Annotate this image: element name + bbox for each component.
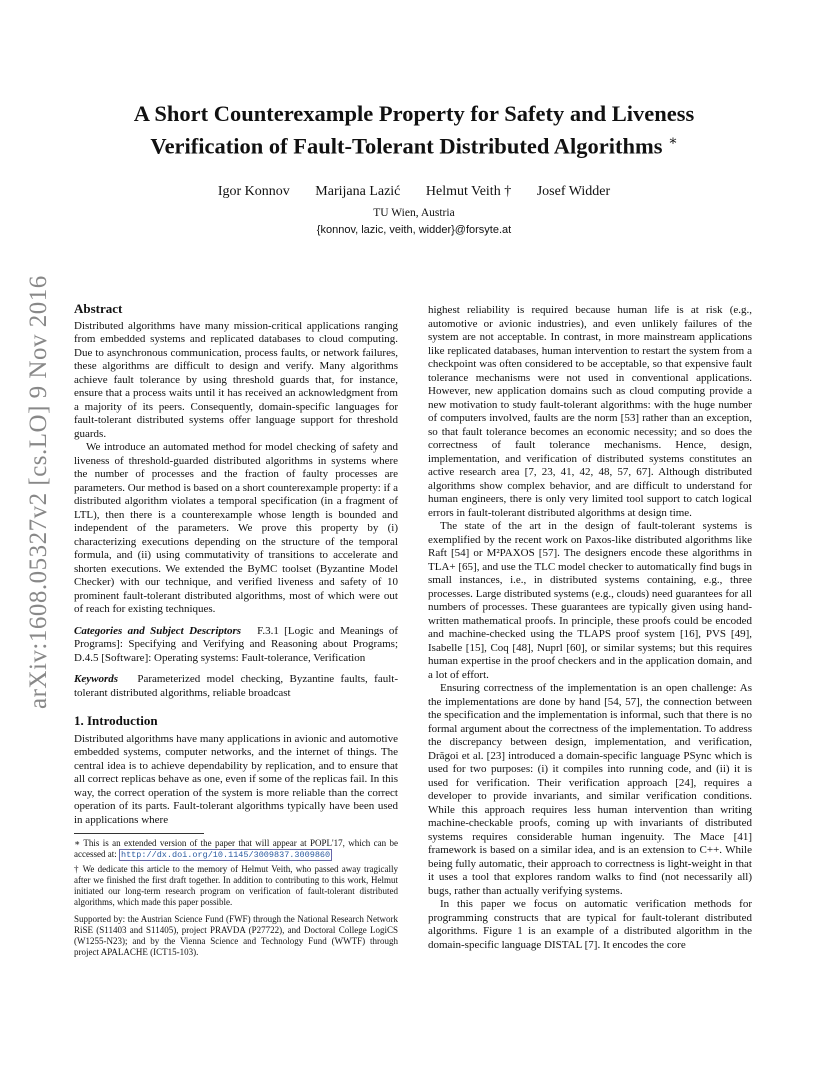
footnote-rule (74, 833, 204, 834)
email: {konnov, lazic, veith, widder}@forsyte.at (316, 224, 512, 236)
title-line-2: Verification of Fault-Tolerant Distributed Algorithms (150, 133, 663, 159)
author: Marijana Lazić (315, 184, 401, 199)
keywords-text: Parameterized model checking, Byzantine faults, fault-tolerant distributed algorithms, reliable broadcast (74, 673, 398, 699)
doi-link[interactable]: http://dx.doi.org/10.1145/3009837.3009860 (120, 850, 331, 860)
title-footnote-mark: ∗ (668, 134, 678, 149)
intro-paragraph: Ensuring correctness of the implementation is an open challenge: As the implementations are done by hand [54, 57], the connection between the specification and the implementation is informal, such that there is no formal argument about the correctness of the implementation. To address the discrepancy between design, implementation, and verification, Drăgoi et al. [23] introduced a domain-specific language PSync which is used for two purposes: (i) it compiles into running code, and (ii) it is used for verification. Their verification approach [24], requires a developer to provide invariants, and similar verification conditions. While this approach requires less human intervention than writing machine-checkable proofs, coming up with invariants of distributed systems requires considerable human ingenuity. The Mace [41] framework is based on a similar idea, and is an extension to C++. While being fully automatic, their approach to correctness is light-weight in that it uses a tool that explores random walks to find (not necessarily all) bugs, rather than actually verifying systems. (428, 682, 752, 897)
keywords (74, 673, 398, 700)
footnote-1: ∗ This is an extended version of the paper that will appear at POPL'17, which can be accessed at: http://dx.doi.org/10.1145/3009837.3009860 (74, 838, 398, 860)
intro-paragraph: In this paper we focus on automatic verification methods for programming constructs that are typical for fault-tolerant distributed algorithms. Figure 1 is an example of a distributed algorithm in the domain-specific language DISTAL [7]. It encodes the core (428, 898, 752, 951)
author: Josef Widder (536, 184, 611, 199)
right-column (428, 304, 752, 952)
section-heading-introduction: 1. Introduction (74, 713, 158, 728)
abstract-paragraph: We introduce an automated method for model checking of safety and liveness of threshold-guarded distributed algorithms in systems where the number of processes and the fraction of faulty processes are parameters. Our method is based on a short counterexample property: if a distributed algorithm violates a temporal specification (in a fragment of LTL), then there is a counterexample whose length is bounded and independent of the parameters. We prove this property by (i) characterizing executions depending on the structure of the temporal formula, and (ii) using commutativity of transitions to accelerate and shorten executions. We extended the ByMC toolset (Byzantine Model Checker) with our technique, and verified liveness and safety of 10 prominent fault-tolerant distributed algorithms, most of which were out of reach for existing techniques. (74, 441, 398, 615)
categories-text: F.3.1 [Logic and Meanings of Programs]: Specifying and Verifying and Reasoning about Programs; D.4.5 [Software]: Operating systems: Fault-tolerance, Verification (74, 624, 398, 664)
left-column (74, 302, 398, 958)
author-list (80, 184, 748, 200)
footnote-2: † We dedicate this article to the memory of Helmut Veith, who passed away tragically after we finished the first draft together. In addition to contributing to this work, Helmut initiated our long-term research program on verification of fault-tolerant distributed algorithms, which made this paper possible. (74, 864, 398, 907)
affiliation: TU Wien, Austria (373, 207, 455, 219)
keywords-label: Keywords (74, 673, 118, 685)
abstract-paragraph: Distributed algorithms have many mission-critical applications ranging from embedded systems and replicated databases to cloud computing. Due to asynchronous communication, process faults, or network failures, these algorithms are difficult to design and verify. Many algorithms achieve fault tolerance by using threshold guards that, for instance, ensure that a process waits until it has received an acknowledgment from a majority of its peers. Consequently, domain-specific languages for fault-tolerant distributed systems offer language support for threshold guards. (74, 319, 398, 440)
arxiv-identifier: arXiv:1608.05327v2 [cs.LO] 9 Nov 2016 (25, 275, 52, 709)
abstract-heading: Abstract (74, 301, 123, 316)
intro-paragraph: highest reliability is required because human life is at risk (e.g., automotive or avionic industries), and even unlikely failures of the system are not acceptable. In contrast, in more mainstream applications like replicated databases, human intervention to restart the system from a checkpoint was often considered to be acceptable, so that expensive fault tolerance mechanisms were not used in conventional applications. However, new application domains such as cloud computing provide a new motivation to study fault-tolerant algorithms: with the huge number of computers involved, faults are the norm [53] rather than an exception, so that fault tolerance becomes an economic necessity; and so does the correctness of fault tolerance mechanisms. Hence, design, implementation, and verification of distributed systems constitutes an active research area [7, 23, 41, 42, 48, 57, 67]. Although distributed algorithms show complex behavior, and are difficult to understand for human engineers, there is only very limited tool support to catch logical errors in fault-tolerant distributed algorithms at design time. (428, 304, 752, 519)
paper-title (80, 100, 748, 161)
funding-note: Supported by: the Austrian Science Fund (FWF) through the National Research Network RiSE (S11403 and S11405), project PRAVDA (P27722), and Doctoral College LogiCS (W1255-N23); and by the Vienna Science and Technology Fund (WWTF) through project APALACHE (ICT15-103). (74, 914, 398, 957)
categories-label: Categories and Subject Descriptors (74, 624, 242, 637)
intro-paragraph: The state of the art in the design of fault-tolerant systems is exemplified by the recent work on Paxos-like distributed algorithms like Raft [54] or M²PAXOS [57]. The designers encode these algorithms in TLA+ [65], and use the TLC model checker to automatically find bugs in small instances, i.e., in distributed systems containing, e.g., three processes. Large distributed systems (e.g., clouds) need guarantees for all numbers of processes. These guarantees are typically given using hand-written mathematical proofs. In principle, these proofs could be encoded and machine-checked using the TLAPS proof system [16], PVS [49], Isabelle [15], Coq [48], Nuprl [60], or similar systems; but this requires human expertise in the proof checkers and in the application domain, and a lot of effort. (428, 520, 752, 681)
title-line-1: A Short Counterexample Property for Safety and Liveness (133, 101, 695, 126)
author: Helmut Veith † (425, 184, 512, 199)
categories (74, 625, 398, 666)
intro-paragraph: Distributed algorithms have many applications in avionic and automotive embedded systems, computer networks, and the internet of things. The central idea is to achieve dependability by replication, and to ensure that all correct replicas behave as one, even if some of the replicas fail. In this way, the correct operation of the system is more reliable than the correct operation of its parts. Fault-tolerant algorithms typically have been used in applications where (74, 732, 398, 826)
author: Igor Konnov (217, 184, 290, 199)
